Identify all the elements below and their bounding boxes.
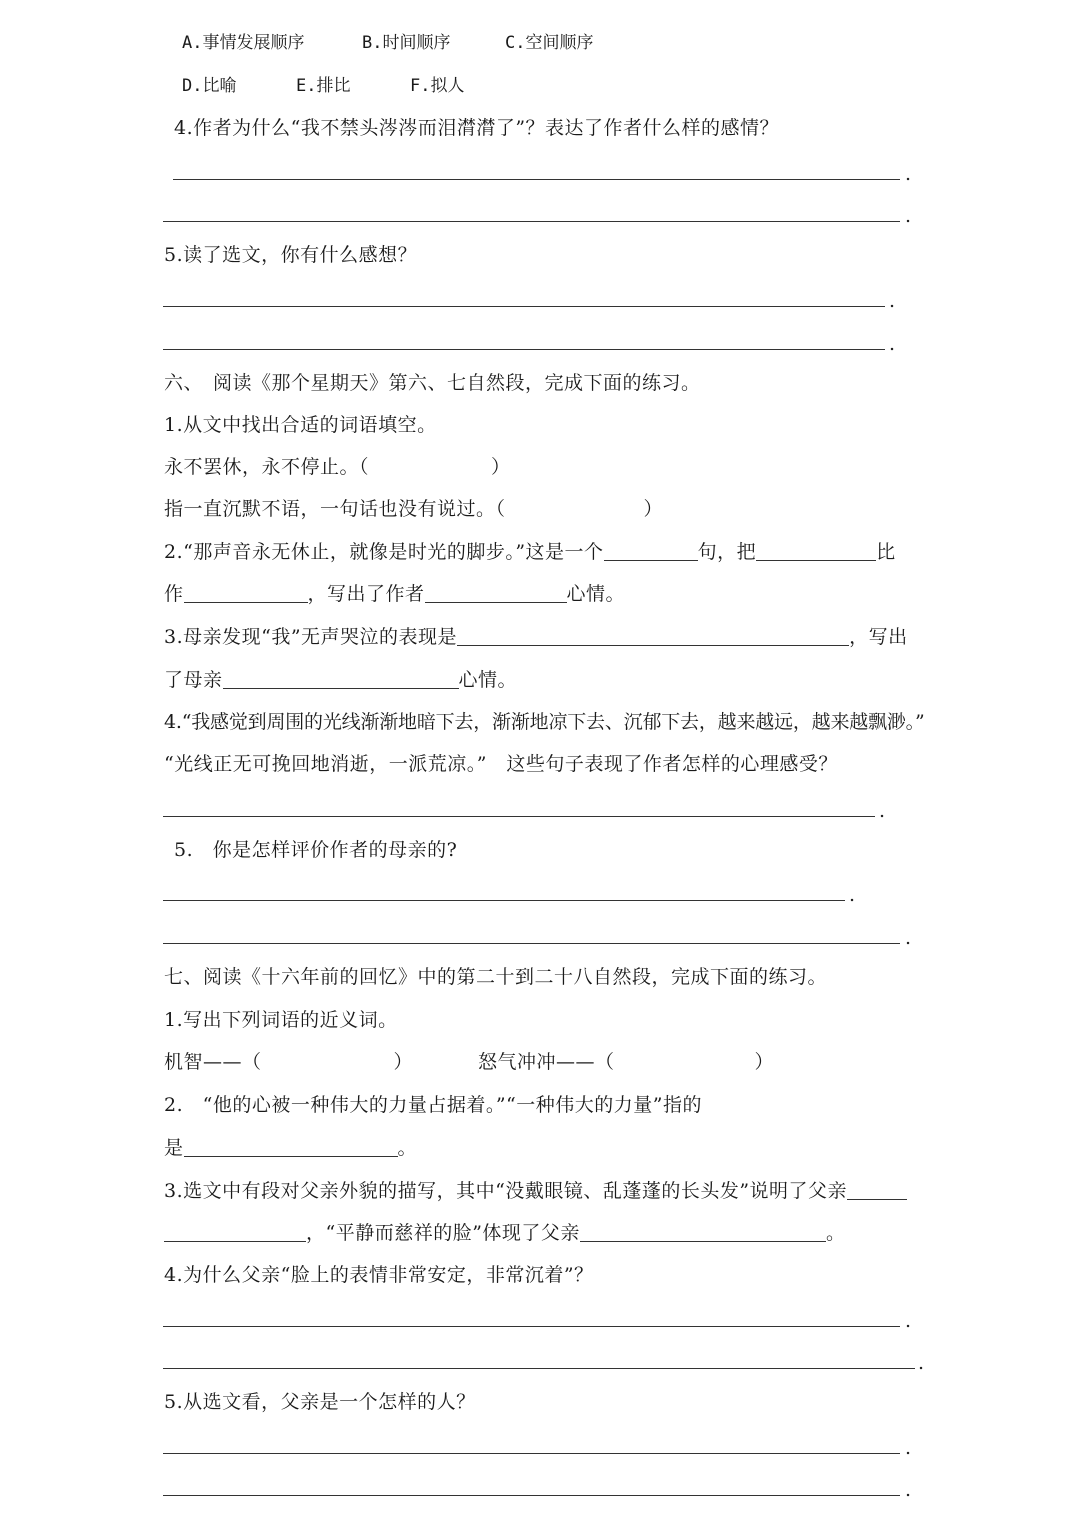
sec6-q2-text: 心情。: [566, 583, 626, 605]
sec6-q2-text: 句，把: [697, 541, 757, 563]
sec6-q1b-text: 指一直沉默不语，一句话也没有说过。（: [164, 498, 506, 520]
answer-line[interactable]: [163, 349, 885, 350]
sec7-question-2-line1: 2. “他的心被一种伟大的力量占据着。”“一种伟大的力量”指的: [164, 1094, 702, 1116]
option-c: C.空间顺序: [505, 33, 594, 53]
option-f: F.拟人: [410, 76, 465, 96]
fill-blank[interactable]: [184, 584, 308, 603]
sec7-question-5: 5.从选文看，父亲是一个怎样的人？: [164, 1391, 476, 1413]
line-period: .: [879, 800, 886, 822]
fill-blank[interactable]: [756, 542, 876, 561]
sec6-q3-text: 3.母亲发现“我”无声哭泣的表现是: [164, 626, 458, 648]
sec7-question-1: 1.写出下列词语的近义词。: [164, 1009, 398, 1031]
answer-line[interactable]: [163, 1453, 900, 1454]
line-period: .: [889, 290, 896, 312]
sec6-q3-text: ，写出: [849, 626, 908, 648]
fill-blank[interactable]: [223, 670, 459, 689]
sec6-q3-line1: [164, 625, 908, 649]
line-period: .: [905, 1310, 912, 1332]
section-6-title: 六、 阅读《那个星期天》第六、七自然段，完成下面的练习。: [164, 372, 701, 394]
sec7-q3-text: ，“平静而慈祥的脸”体现了父亲: [306, 1222, 580, 1244]
sec6-question-4-line1: 4.“我感觉到周围的光线渐渐地暗下去，渐渐地凉下去、沉郁下去，越来越远，越来越飘渺。”: [164, 711, 925, 733]
sec6-q1a-row: [164, 455, 511, 479]
sec6-q2-text: 作: [164, 583, 184, 605]
sec7-q3-line1: [164, 1179, 907, 1203]
line-period: .: [905, 1437, 912, 1459]
sec6-question-1: 1.从文中找出合适的词语填空。: [164, 414, 437, 436]
sec7-q1a-row: [164, 1050, 413, 1074]
line-period: .: [905, 1479, 912, 1501]
answer-line[interactable]: [163, 306, 885, 307]
line-period: .: [889, 333, 896, 355]
option-d: D.比喻: [182, 76, 237, 96]
fill-blank[interactable]: [184, 1138, 398, 1157]
line-period: .: [849, 884, 856, 906]
sec6-question-4-line2: “光线正无可挽回地消逝，一派荒凉。” 这些句子表现了作者怎样的心理感受？: [164, 753, 838, 775]
sec7-q3-line2: [164, 1221, 845, 1245]
sec6-q3-text: 心情。: [458, 669, 518, 691]
fill-blank[interactable]: [580, 1223, 826, 1242]
sec6-question-5: 5. 你是怎样评价作者的母亲的?: [174, 839, 458, 861]
fill-blank[interactable]: [604, 542, 698, 561]
sec6-q3-line2: [164, 668, 517, 692]
option-b: B.时间顺序: [362, 33, 451, 53]
answer-line[interactable]: [163, 943, 900, 944]
section-7-title: 七、阅读《十六年前的回忆》中的第二十到二十八自然段，完成下面的练习。: [164, 966, 828, 988]
fill-blank[interactable]: [425, 584, 567, 603]
option-e: E.排比: [296, 76, 351, 96]
fill-blank[interactable]: [847, 1181, 907, 1200]
fill-blank[interactable]: [457, 627, 849, 646]
sec6-q3-text: 了母亲: [164, 669, 223, 691]
answer-line[interactable]: [163, 900, 845, 901]
sec6-q2-text: 2.“那声音永无休止，就像是时光的脚步。”这是一个: [164, 541, 604, 563]
sec6-q2-text: ，写出了作者: [307, 583, 425, 605]
answer-line[interactable]: [163, 1326, 900, 1327]
sec6-q2-text: 比: [876, 541, 896, 563]
line-period: .: [918, 1352, 925, 1374]
paren-close: ）: [754, 1051, 775, 1073]
sec6-q2-line2: [164, 582, 625, 606]
answer-line[interactable]: [163, 1495, 900, 1496]
line-period: .: [905, 927, 912, 949]
line-period: .: [905, 163, 912, 185]
sec7-q1a-text: 机智——（: [164, 1051, 262, 1073]
sec7-q2-text: 。: [397, 1137, 418, 1159]
answer-line[interactable]: [163, 816, 875, 817]
sec7-q2-text: 是: [164, 1137, 184, 1159]
sec6-q1a-text: 永不罢休，永不停止。（: [164, 456, 370, 478]
fill-blank[interactable]: [164, 1223, 306, 1242]
option-a: A.事情发展顺序: [182, 33, 305, 53]
sec7-q3-text: 。: [825, 1222, 846, 1244]
answer-line[interactable]: [173, 179, 900, 180]
question-4-prior: 4.作者为什么“我不禁头涔涔而泪潸潸了”？表达了作者什么样的感情？: [174, 117, 780, 139]
sec7-question-4: 4.为什么父亲“脸上的表情非常安定，非常沉着”？: [164, 1264, 594, 1286]
paren-close: ）: [393, 1051, 414, 1073]
sec7-q1b-row: [478, 1050, 774, 1074]
answer-line[interactable]: [163, 221, 900, 222]
paren-close: ）: [491, 456, 511, 478]
line-period: .: [905, 205, 912, 227]
sec7-q1b-text: 怒气冲冲——（: [478, 1051, 615, 1073]
sec7-q3-text: 3.选文中有段对父亲外貌的描写，其中“没戴眼镜、乱蓬蓬的长头发”说明了父亲: [164, 1180, 848, 1202]
sec6-q2-line1: [164, 540, 896, 564]
question-5-prior: 5.读了选文，你有什么感想？: [164, 244, 418, 266]
answer-line[interactable]: [163, 1368, 915, 1369]
paren-close: ）: [643, 498, 664, 520]
sec7-q2-line2: [164, 1136, 417, 1160]
sec6-q1b-row: [164, 497, 663, 521]
